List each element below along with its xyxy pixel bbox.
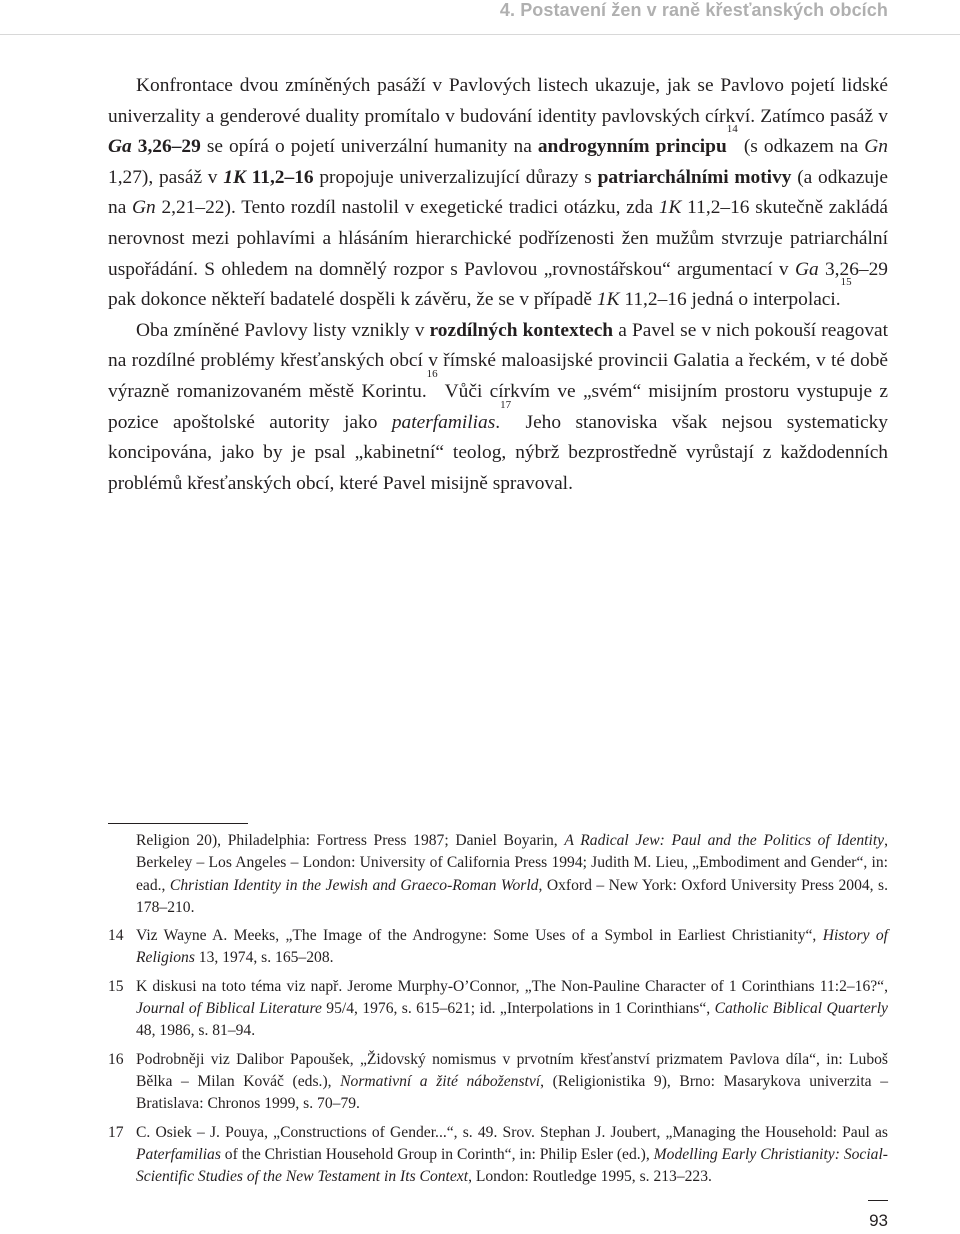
- footnote-ref-17[interactable]: 17: [500, 398, 512, 411]
- footnote-number: 16: [108, 1050, 124, 1068]
- footnote-number: 14: [108, 927, 124, 945]
- paragraph-2: Oba zmíněné Pavlovy listy vznikly v rozdílných kontextech a Pavel se v nich pokouší reagovat na rozdílné problémy křesťanských obcí v římské maloasijské provincii Galatia a řeckém, v té době výrazně romanizovaném městě Korintu.$^{16}$ Vůči církvím ve „svém“ misijním prostoru vystupuje z pozice apoštolské autority jako paterfamilias.$^{17}$ Jeho stanoviska však nejsou systematicky koncipována, jako by je psal „kabinetní“ teolog, nýbrž bezprostředně vyrůstají z každodenních problémů křesťanských obcí, které Pavel misijně spravoval.: [108, 319, 889, 494]
- running-header: [0, 0, 960, 35]
- footnote-continued: Religion 20), Philadelphia: Fortress Press 1987; Daniel Boyarin, A Radical Jew: Paul and the Politics of Identity, Berkeley – Los Angeles – London: University of California Press 1994; Judith M. Lieu, „Embodiment and Gender“, in: ead., Christian Identity in the Jewish and Graeco-Roman World, Oxford – New York: Oxford University Press 2004, s. 178–210.: [136, 832, 888, 916]
- footnote-divider: [108, 823, 248, 824]
- page-number-rule: [868, 1200, 888, 1201]
- footnote-17: 17 C. Osiek – J. Pouya, „Constructions of Gender...“, s. 49. Srov. Stephan J. Joubert, „Managing the Household: Paul as Paterfamilias of the Christian Household Group in Corinth“, in: Philip Esler (ed.), Modelling Early Christianity: Social-Scientific Studies of the New Testament in Its Context, London: Routledge 1995, s. 213–223.: [108, 1123, 888, 1186]
- paragraph-1: Konfrontace dvou zmíněných pasáží v Pavlových listech ukazuje, jak se Pavlovo pojetí lidské univerzality a genderové duality promítalo v budování identity pavlovských církví. Zatímco pasáž v Ga 3,26–29 se opírá o pojetí univerzální humanity na androgynním principu$^{14}$ (s odkazem na Gn 1,27), pasáž v 1K 11,2–16 propojuje univerzalizující důrazy s patriarchálními motivy (a odkazuje na Gn 2,21–22). Tento rozdíl nastolil v exegetické tradici otázku, zda 1K 11,2–16 skutečně zakládá nerovnost mezi pohlavími a hlásáním hierarchické podřízenosti žen mužům stvrzuje patriarchální uspořádání. S ohledem na domnělý rozpor s Pavlovou „rovnostářskou“ argumentací v Ga 3,26–29 pak dokonce někteří badatelé dospěli k závěru, že se v případě 1K 11,2–16 jedná o interpolaci.$^{15}$: [108, 75, 889, 311]
- page-number: 93: [869, 1211, 888, 1230]
- footnote-ref-16[interactable]: 16: [426, 367, 438, 380]
- main-text: [108, 71, 888, 499]
- chapter-title: 4. Postavení žen v raně křesťanských obcích: [499, 0, 888, 20]
- footnote-16: 16 Podrobněji viz Dalibor Papoušek, „Židovský nomismus v prvotním křesťanství prizmatem Pavlova díla“, in: Luboš Bělka – Milan Kováč (eds.), Normativní a žité náboženství, (Religionistika 9), Brno: Masarykova univerzita – Bratislava: Chronos 1999, s. 70–79.: [108, 1050, 889, 1113]
- footnote-number: 15: [108, 977, 124, 995]
- footnotes: [108, 830, 888, 1194]
- footnote-14: 14 Viz Wayne A. Meeks, „The Image of the Androgyne: Some Uses of a Symbol in Earliest Christianity“, History of Religions 13, 1974, s. 165–208.: [108, 927, 888, 967]
- footnote-ref-14[interactable]: 14: [726, 123, 738, 136]
- footnote-ref-15[interactable]: 15: [840, 276, 852, 289]
- footnote-15: 15 K diskusi na toto téma viz např. Jerome Murphy-O’Connor, „The Non-Pauline Character of 1 Corinthians 11:2–16?“, Journal of Biblical Literature 95/4, 1976, s. 615–621; id. „Interpolations in 1 Corinthians“, Catholic Biblical Quarterly 48, 1986, s. 81–94.: [108, 977, 888, 1040]
- footnote-number: 17: [108, 1123, 124, 1141]
